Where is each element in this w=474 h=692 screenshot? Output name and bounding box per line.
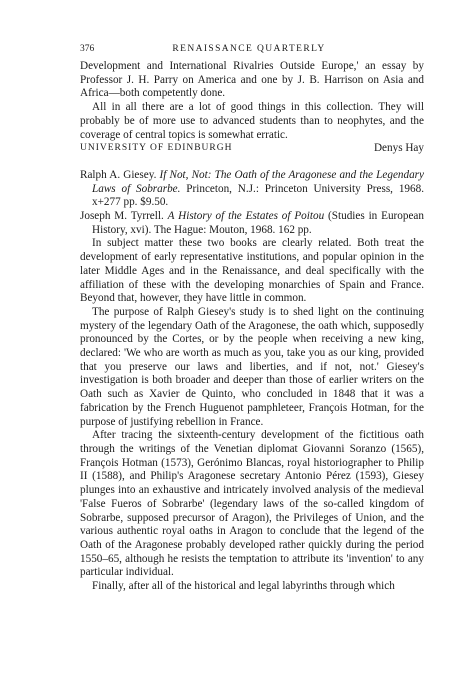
page-number: 376	[80, 44, 95, 54]
body-paragraph: Finally, after all of the historical and legal labyrinths through which	[92, 580, 395, 593]
running-head	[80, 44, 424, 54]
journal-title: RENAISSANCE QUARTERLY	[172, 44, 326, 54]
citation-author: Joseph M. Tyrrell.	[80, 210, 164, 223]
book-citation-giesey	[80, 169, 424, 210]
review-continuation: Development and International Rivalries Outside Europe,' an essay by Professor J. H. Parry on America and one by J. B. Harrison on Asia and Africa—both competently done.	[80, 60, 424, 100]
book-citation-tyrrell	[80, 210, 424, 237]
citation-title: A History of the Estates of Poitou	[167, 210, 325, 223]
body-paragraph: The purpose of Ralph Giesey's study is to shed light on the continuing mystery of the legendary Oath of the Aragonese, the oath which, supposedly pronounced by the Cortes, or by the people when receiving a new king, declared: 'We who are worth as much as you, take you as our king, provided that you preserve our laws and liberties, and if not, not.' Giesey's investigation is both broader and deeper than those of earlier writers on the Oath such as Xavier de Quinto, who concluded in 1848 that it was a fabrication by the French Huguenot pamphleteer, François Hotman, for the purpose of justifying rebellion in France.	[80, 305, 424, 428]
body-paragraph: In subject matter these two books are clearly related. Both treat the development of early representative institutions, and popular opinion in the later Middle Ages and in the Renaissance, and deal specifically with the affiliation of these with the developing monarchies of Spain and France. Beyond that, however, they have little in common.	[80, 237, 424, 305]
citation-author: Ralph A. Giesey.	[80, 168, 157, 181]
citation-title: If Not, Not: The Oath of the Aragonese and the Legendary Laws of Sobrarbe.	[92, 168, 425, 195]
body-paragraph: After tracing the sixteenth-century development of the fictitious oath through the writings of the Venetian diplomat Giovanni Soranzo (1565), François Hotman (1573), Gerónimo Blancas, royal historiographer to Philip II (1588), and Philip's Aragonese secretary Antonio Pérez (1593), Giesey plunges into an exhaustive and intricately involved analysis of the medieval 'False Fueros of Sobrarbe' (legendary laws of the so-called kingdom of Sobrarbe, supposed precursor of Aragon), the Privileges of Union, and the various authentic royal oaths in Aragon to conclude that the legend of the Oath of the Aragonese probably developed rather quickly during the period 1550–65, although he resists the temptation to attribute its 'invention' to any particular individual.	[80, 429, 424, 579]
reviewer-signature	[80, 142, 424, 156]
citation-details: (Studies in European History, xvi). The Hague: Mouton, 1968. 162 pp.	[92, 210, 424, 236]
review-closing-paragraph: All in all there are a lot of good things in this collection. They will probably be of more use to advanced students than to neophytes, and the coverage of central topics is somewhat erratic.	[80, 101, 424, 141]
citation-details: Princeton, N.J.: Princeton University Press, 1968. x+277 pp. $9.50.	[92, 182, 424, 209]
reviewer-name: Denys Hay	[373, 142, 424, 155]
reviewer-affiliation: UNIVERSITY OF EDINBURGH	[80, 143, 233, 154]
